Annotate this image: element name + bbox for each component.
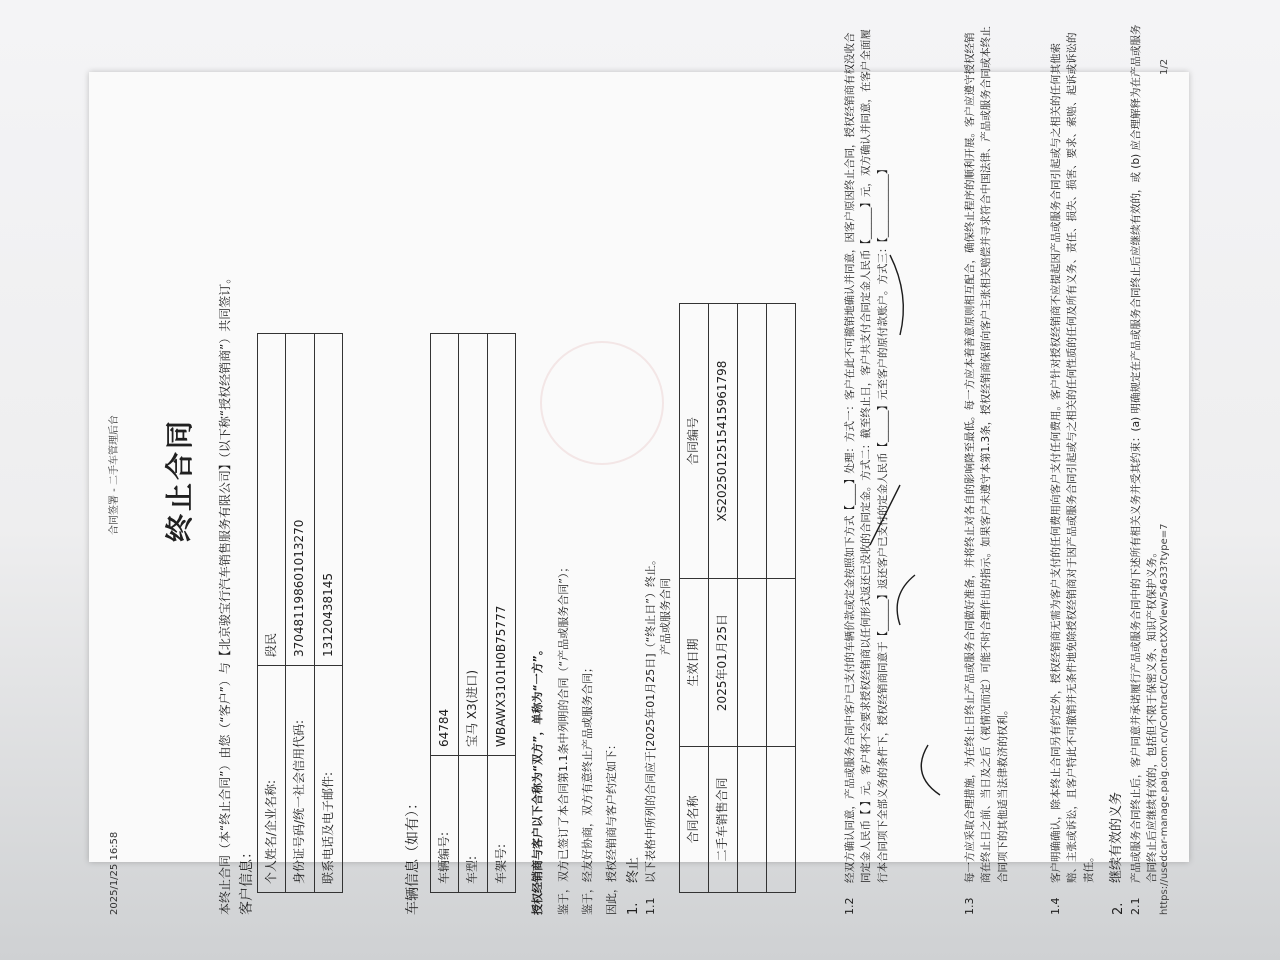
page-number: 1/2	[1159, 58, 1170, 75]
pen-stroke	[890, 255, 903, 335]
vehicle-number-value: 64784	[431, 334, 459, 756]
section-1-number: 1.	[626, 902, 641, 915]
vehicle-section-label: 车辆信息（如有）：	[405, 796, 421, 915]
vehicle-model-value: 宝马 X3(进口)	[459, 334, 487, 756]
clause-2-1-text: 产品或服务合同终止后，客户同意并承诺履行产品或服务合同中的下述所有相关义务并受其约束：(a) 明确规定在产品或服务合同终止后应继续有效的，或 (b) 应合理解释为在产品或服务合同终止后应继续有效的，包括但不限于保密义务、知识产权保护义务。	[1130, 24, 1159, 883]
table-cell: XS202501251541596179​8	[709, 304, 738, 579]
customer-id-label: 身份证号码/统一社会信用代码:	[286, 666, 314, 893]
vehicle-vin-value: WBAWX3101H0B75777	[487, 334, 515, 756]
print-site-title: 合同签署 - 二手车管理后台	[109, 415, 120, 535]
clause-1-3-number: 1.3	[963, 897, 976, 915]
customer-name-value: 段民	[258, 334, 286, 666]
preamble-parties: 授权经销商与客户以下合称为“双方”，单称为“一方”。	[531, 644, 544, 915]
contract-document	[100, 5, 1180, 955]
print-datetime: 2025/1/25 16:58	[109, 831, 120, 915]
intro-paragraph: 本终止合同（本“终止合同”）由您（“客户”）与【北京骏宝行汽车销售服务有限公司】（以下称“授权经销商”）共同签订。	[218, 271, 232, 915]
clause-1-1-text: 以下表格中所列的合同应于[2025年01月25日]（“终止日”）终止。	[644, 554, 657, 883]
customer-id-value: 370481198601013270	[286, 334, 314, 666]
pen-stroke	[897, 575, 915, 625]
vehicle-vin-label: 车架号:	[487, 756, 515, 893]
pen-stroke	[870, 485, 900, 545]
column-header: 生效日期	[680, 579, 709, 747]
footer-url: https://usedcar-manage.paig.com.cn/Contract/ContractXXView/54633?type=7	[1159, 523, 1170, 915]
table-cell: 二手车销售合同	[709, 747, 738, 893]
clause-2-1-number: 2.1	[1129, 897, 1142, 915]
pen-stroke	[921, 745, 940, 795]
preamble-whereas-2: 鉴于，经友好协商，双方有意终止产品或服务合同；	[581, 662, 594, 915]
column-header: 合同名称	[680, 747, 709, 893]
section-2-number: 2.	[1111, 902, 1126, 915]
section-2-title: 继续有效的义务	[1109, 791, 1124, 883]
customer-contact-value: 13120438145	[314, 334, 342, 666]
customer-contact-label: 联系电话及电子邮件:	[314, 666, 342, 893]
clause-1-3-text: 每一方应采取合理措施，为在终止日终止产品或服务合同做好准备，并将终止对各自的影响降至最低。每一方应本着善意原则相互配合，确保终止程序的顺利开展。客户应遵守授权经销商在终止日之前、当日及之后（视情况而定）可能不时合理作出的指示。如果客户未遵守本第1.3条，授权经销商保留向客户主张相关赔偿并寻求符合中国法律、产品或服务合同或本终止合同项下的其他适当法律救济的权利。	[964, 26, 1009, 883]
preamble-whereas-1: 鉴于，双方已签订了本合同第1.1条中列明的合同（“产品或服务合同”）；	[557, 561, 570, 915]
table-cell: 2025年01月25日	[709, 579, 738, 747]
page-title: 终止合同	[163, 418, 196, 543]
preamble-agreement: 因此，授权经销商与客户约定如下：	[605, 739, 618, 915]
clause-1-2-number: 1.2	[843, 897, 856, 915]
clause-1-2-text: 经双方确认同意，产品或服务合同中客户已支付的车辆价款或定金按照如下方式【____】处理：方式一：客户在此不可撤销地确认并同意，因客户原因终止合同，授权经销商有权没收合同定金人民币【 】元。客户将不会要求授权经销商以任何形式返还已没收的合同定金。方式二：截至终止日，客户共支付合同定金人民币【______】元，双方确认并同意，在客户全面履行本合同项下全部义务的条件下，授权经销商同意于【______】返还客户已支付的定金人民币【______】元至客户的原付款账户。方式三：【____________】	[844, 29, 889, 883]
vehicle-number-label: 车辆编号:	[431, 756, 459, 893]
product-table-caption: 产品或服务合同	[659, 578, 672, 655]
section-1-title: 终止	[626, 856, 641, 883]
clause-1-4-number: 1.4	[1049, 897, 1062, 915]
clause-1-1-number: 1.1	[644, 897, 657, 915]
customer-section-label: 客户信息：	[239, 845, 255, 915]
vehicle-model-label: 车型:	[459, 756, 487, 893]
customer-name-label: 个人姓名/企业名称:	[258, 666, 286, 893]
clause-1-4-text: 客户明确确认，除本终止合同另有约定外，授权经销商无需为客户支付的任何费用向客户支付任何费用。客户针对授权经销商不应提起因产品或服务合同引起或与之相关的任何其他索赔、主张或诉讼，且客户特此不可撤销并无条件地免除授权经销商对于因产品或服务合同引起或与之相关的任何性质的任何及所有义务、责任、损失、损害、要求、索赔、起诉或诉讼的责任。	[1050, 32, 1095, 883]
pen-strike-marks	[100, 5, 1180, 955]
column-header: 合同编号	[680, 304, 709, 579]
